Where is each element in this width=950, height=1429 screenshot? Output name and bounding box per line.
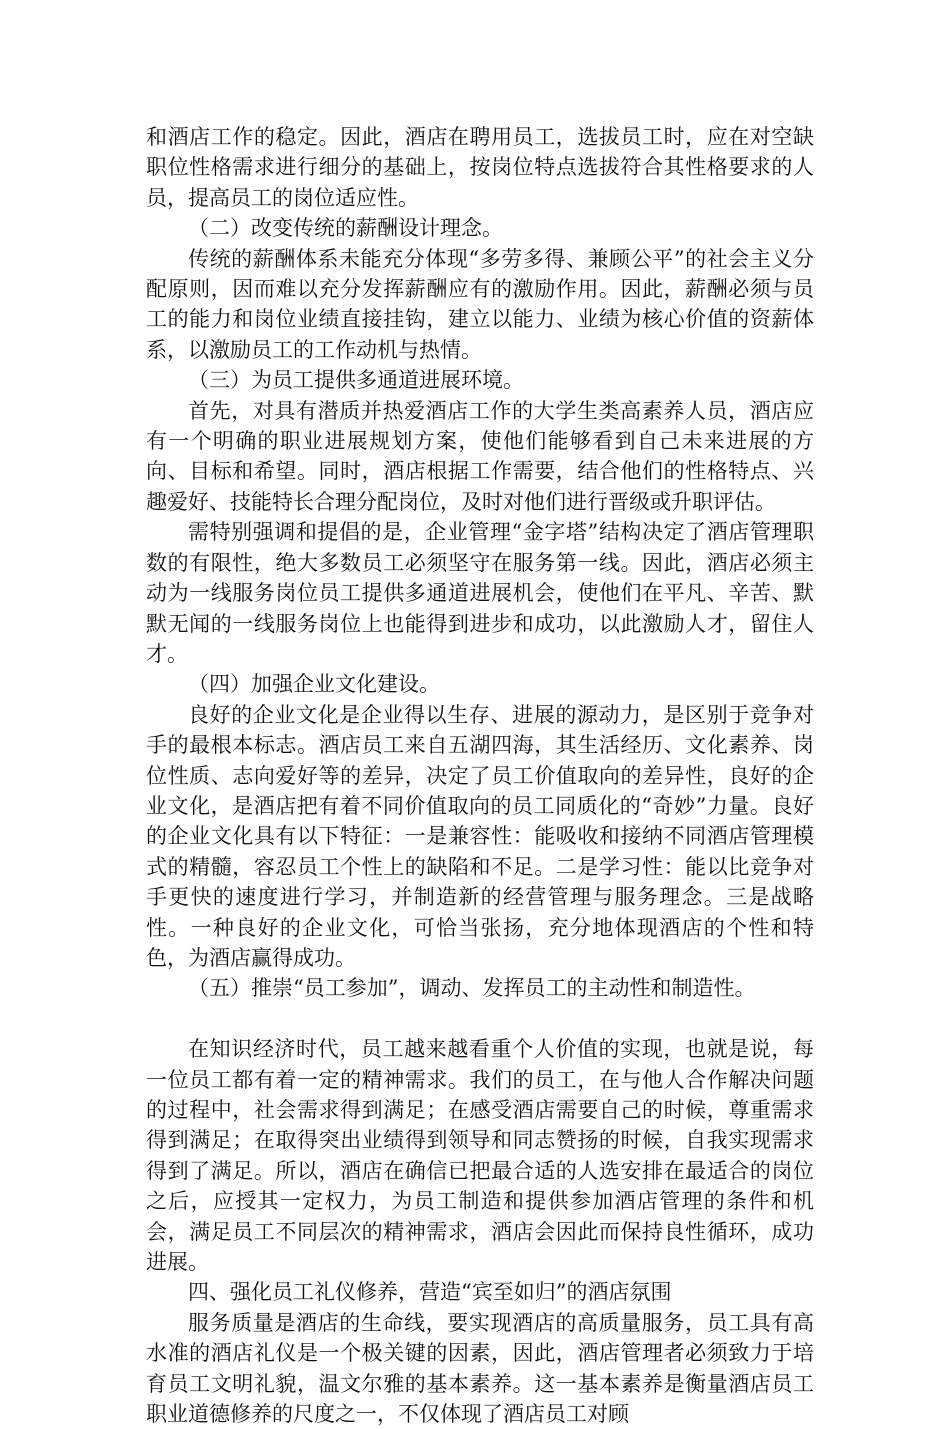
document-body [146,122,814,1429]
section-heading-5: （五）推崇“员工参加”，调动、发挥员工的主动性和制造性。 [188,976,756,1001]
paragraph-culture: 良好的企业文化是企业得以生存、进展的源动力，是区别于竞争对手的最根本标志。酒店员工来自五湖四海，其生活经历、文化素养、岗位性质、志向爱好等的差异，决定了员工价值取向的差异性，良好的企业文化，是酒店把有着不同价值取向的员工同质化的“奇妙”力量。良好的企业文化具有以下特征：一是兼容性：能吸收和接纳不同酒店管理模式的精髓，容忍员工个性上的缺陷和不足。二是学习性：能以比竞争对手更快的速度进行学习，并制造新的经营管理与服务理念。三是战略性。一种良好的企业文化，可恰当张扬，充分地体现酒店的个性和特色，为酒店赢得成功。 [146,702,814,970]
blank-line [146,1004,814,1034]
section-heading-2: （二）改变传统的薪酬设计理念。 [188,216,503,241]
paragraph-salary: 传统的薪酬体系未能充分体现“多劳多得、兼顾公平”的社会主义分配原则，因而难以充分发挥薪酬应有的激励作用。因此，薪酬必须与员工的能力和岗位业绩直接挂钩，建立以能力、业绩为核心价值的资薪体系，以激励员工的工作动机与热情。 [146,246,814,362]
section-heading-3: （三）为员工提供多通道进展环境。 [188,368,524,393]
paragraph-continuation: 和酒店工作的稳定。因此，酒店在聘用员工，选拔员工时，应在对空缺职位性格需求进行细分的基础上，按岗位特点选拔符合其性格要求的人员，提高员工的岗位适应性。 [146,125,814,210]
paragraph-pyramid: 需特别强调和提倡的是，企业管理“金字塔”结构决定了酒店管理职数的有限性，绝大多数员工必须坚守在服务第一线。因此，酒店必须主动为一线服务岗位员工提供多通道进展机会，使他们在平凡、辛苦、默默无闻的一线服务岗位上也能得到进步和成功，以此激励人才，留住人才。 [146,520,814,666]
section-heading-four: 四、强化员工礼仪修养，营造“宾至如归”的酒店氛围 [188,1280,672,1305]
paragraph-career-plan: 首先，对具有潜质并热爱酒店工作的大学生类高素养人员，酒店应有一个明确的职业进展规划方案，使他们能够看到自己未来进展的方向、目标和希望。同时，酒店根据工作需要，结合他们的性格特点、兴趣爱好、技能特长合理分配岗位，及时对他们进行晋级或升职评估。 [146,398,814,514]
paragraph-service-quality: 服务质量是酒店的生命线，要实现酒店的高质量服务，员工具有高水准的酒店礼仪是一个极关键的因素，因此，酒店管理者必须致力于培育员工文明礼貌，温文尔雅的基本素养。这一基本素养是衡量酒店员工职业道德修养的尺度之一，不仅体现了酒店员工对顾 [146,1310,814,1427]
section-heading-4: （四）加强企业文化建设。 [188,672,440,697]
paragraph-knowledge-economy: 在知识经济时代，员工越来越看重个人价值的实现，也就是说，每一位员工都有着一定的精神需求。我们的员工，在与他人合作解决问题的过程中，社会需求得到满足；在感受酒店需要自己的时候，尊重需求得到满足；在取得突出业绩得到领导和同志赞扬的时候，自我实现需求得到了满足。所以，酒店在确信已把最合适的人选安排在最适合的岗位之后，应授其一定权力，为员工制造和提供参加酒店管理的条件和机会，满足员工不同层次的精神需求，酒店会因此而保持良性循环，成功进展。 [146,1037,814,1275]
